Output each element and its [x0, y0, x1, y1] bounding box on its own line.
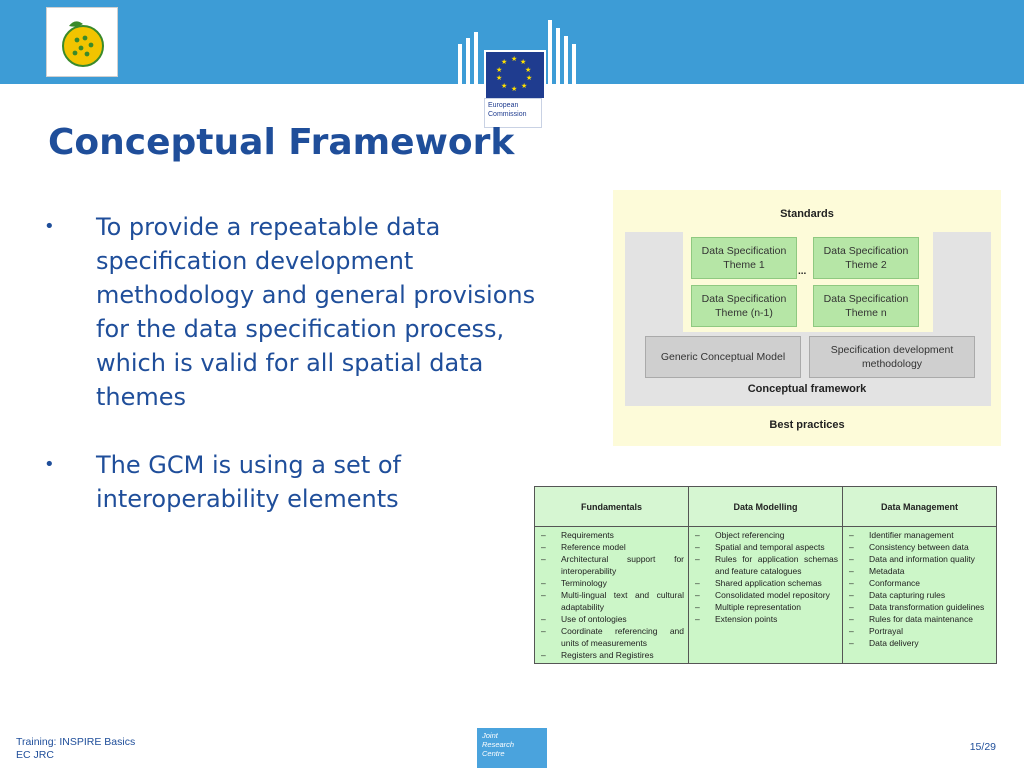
ec-logo-line1: European — [488, 102, 519, 109]
slide-title: Conceptual Framework — [48, 122, 515, 163]
table-header-fundamentals: Fundamentals — [535, 487, 689, 527]
table-list-item: – Data and information quality — [847, 553, 992, 565]
table-list-item: – Consistency between data — [847, 541, 992, 553]
table-list-item: – Rules for application schemas and feature catalogues — [693, 553, 838, 577]
bullet-item — [44, 448, 564, 516]
table-list-item: – Extension points — [693, 613, 838, 625]
footer-training-label: Training: INSPIRE Basics — [16, 736, 136, 748]
table-list-item: – Portrayal — [847, 625, 992, 637]
inspire-logo — [46, 7, 118, 77]
table-list-item: – Shared application schemas — [693, 577, 838, 589]
diagram-generic-conceptual-model: Generic Conceptual Model — [645, 336, 801, 378]
diagram-theme-1: Data Specification Theme 1 — [691, 237, 797, 279]
table-list-item: – Coordinate referencing and units of measurements — [539, 625, 684, 649]
bullet-glyph: • — [44, 454, 55, 475]
table-list-item: – Reference model — [539, 541, 684, 553]
table-list-item: – Requirements — [539, 529, 684, 541]
diagram-theme-n-minus-1: Data Specification Theme (n-1) — [691, 285, 797, 327]
jrc-logo-line3: Centre — [482, 749, 505, 758]
table-list-item: – Conformance — [847, 577, 992, 589]
footer-org-label: EC JRC — [16, 749, 54, 761]
table-list-item: – Multi-lingual text and cultural adaptability — [539, 589, 684, 613]
diagram-conceptual-framework-label: Conceptual framework — [747, 383, 867, 395]
table-list-item: – Architectural support for interoperability — [539, 553, 684, 577]
table-list-item: – Consolidated model repository — [693, 589, 838, 601]
table-header-row — [535, 487, 997, 527]
table-list-item: – Identifier management — [847, 529, 992, 541]
data-management-cell — [843, 527, 997, 664]
data-modelling-list — [693, 529, 838, 625]
table-list-item: – Data capturing rules — [847, 589, 992, 601]
table-list-item: – Terminology — [539, 577, 684, 589]
table-header-data-modelling: Data Modelling — [689, 487, 843, 527]
fundamentals-list — [539, 529, 684, 661]
eu-flag-icon: ★ ★ ★ ★ ★ ★ ★ ★ ★ ★ — [484, 50, 546, 100]
table-header-data-management: Data Management — [843, 487, 997, 527]
bullet-item — [44, 210, 564, 414]
jrc-logo — [477, 728, 547, 768]
diagram-standards-label: Standards — [780, 208, 834, 220]
table-list-item: – Data transformation guidelines — [847, 601, 992, 613]
diagram-ellipsis: ... — [798, 266, 807, 277]
table-row — [535, 527, 997, 664]
table-list-item: – Object referencing — [693, 529, 838, 541]
table-list-item: – Data delivery — [847, 637, 992, 649]
bullet-list — [44, 210, 564, 550]
european-commission-logo — [458, 18, 582, 118]
table-list-item: – Multiple representation — [693, 601, 838, 613]
footer-credits — [16, 736, 135, 762]
page-number: 15/29 — [969, 741, 996, 753]
data-modelling-cell — [689, 527, 843, 664]
fundamentals-cell — [535, 527, 689, 664]
table-list-item: – Rules for data maintenance — [847, 613, 992, 625]
jrc-logo-line2: Research — [482, 740, 515, 749]
diagram-theme-2: Data Specification Theme 2 — [813, 237, 919, 279]
table-list-item: – Registers and Registires — [539, 649, 684, 661]
diagram-theme-n: Data Specification Theme n — [813, 285, 919, 327]
diagram-methodology: Specification development methodology — [809, 336, 975, 378]
data-management-list — [847, 529, 992, 649]
interoperability-elements-table — [534, 486, 997, 664]
bullet-text: The GCM is using a set of interoperability elements — [96, 451, 401, 513]
conceptual-framework-diagram — [613, 190, 1001, 446]
jrc-logo-line1: Joint — [482, 731, 498, 740]
table-list-item: – Metadata — [847, 565, 992, 577]
ec-logo-line2: Commission — [488, 111, 527, 118]
table-list-item: – Spatial and temporal aspects — [693, 541, 838, 553]
bullet-glyph: • — [44, 216, 55, 237]
table-list-item: – Use of ontologies — [539, 613, 684, 625]
bullet-text: To provide a repeatable data specification development methodology and general provisions for the data specification process, which is valid for all spatial data themes — [96, 213, 536, 411]
diagram-best-practices-label: Best practices — [769, 419, 845, 431]
